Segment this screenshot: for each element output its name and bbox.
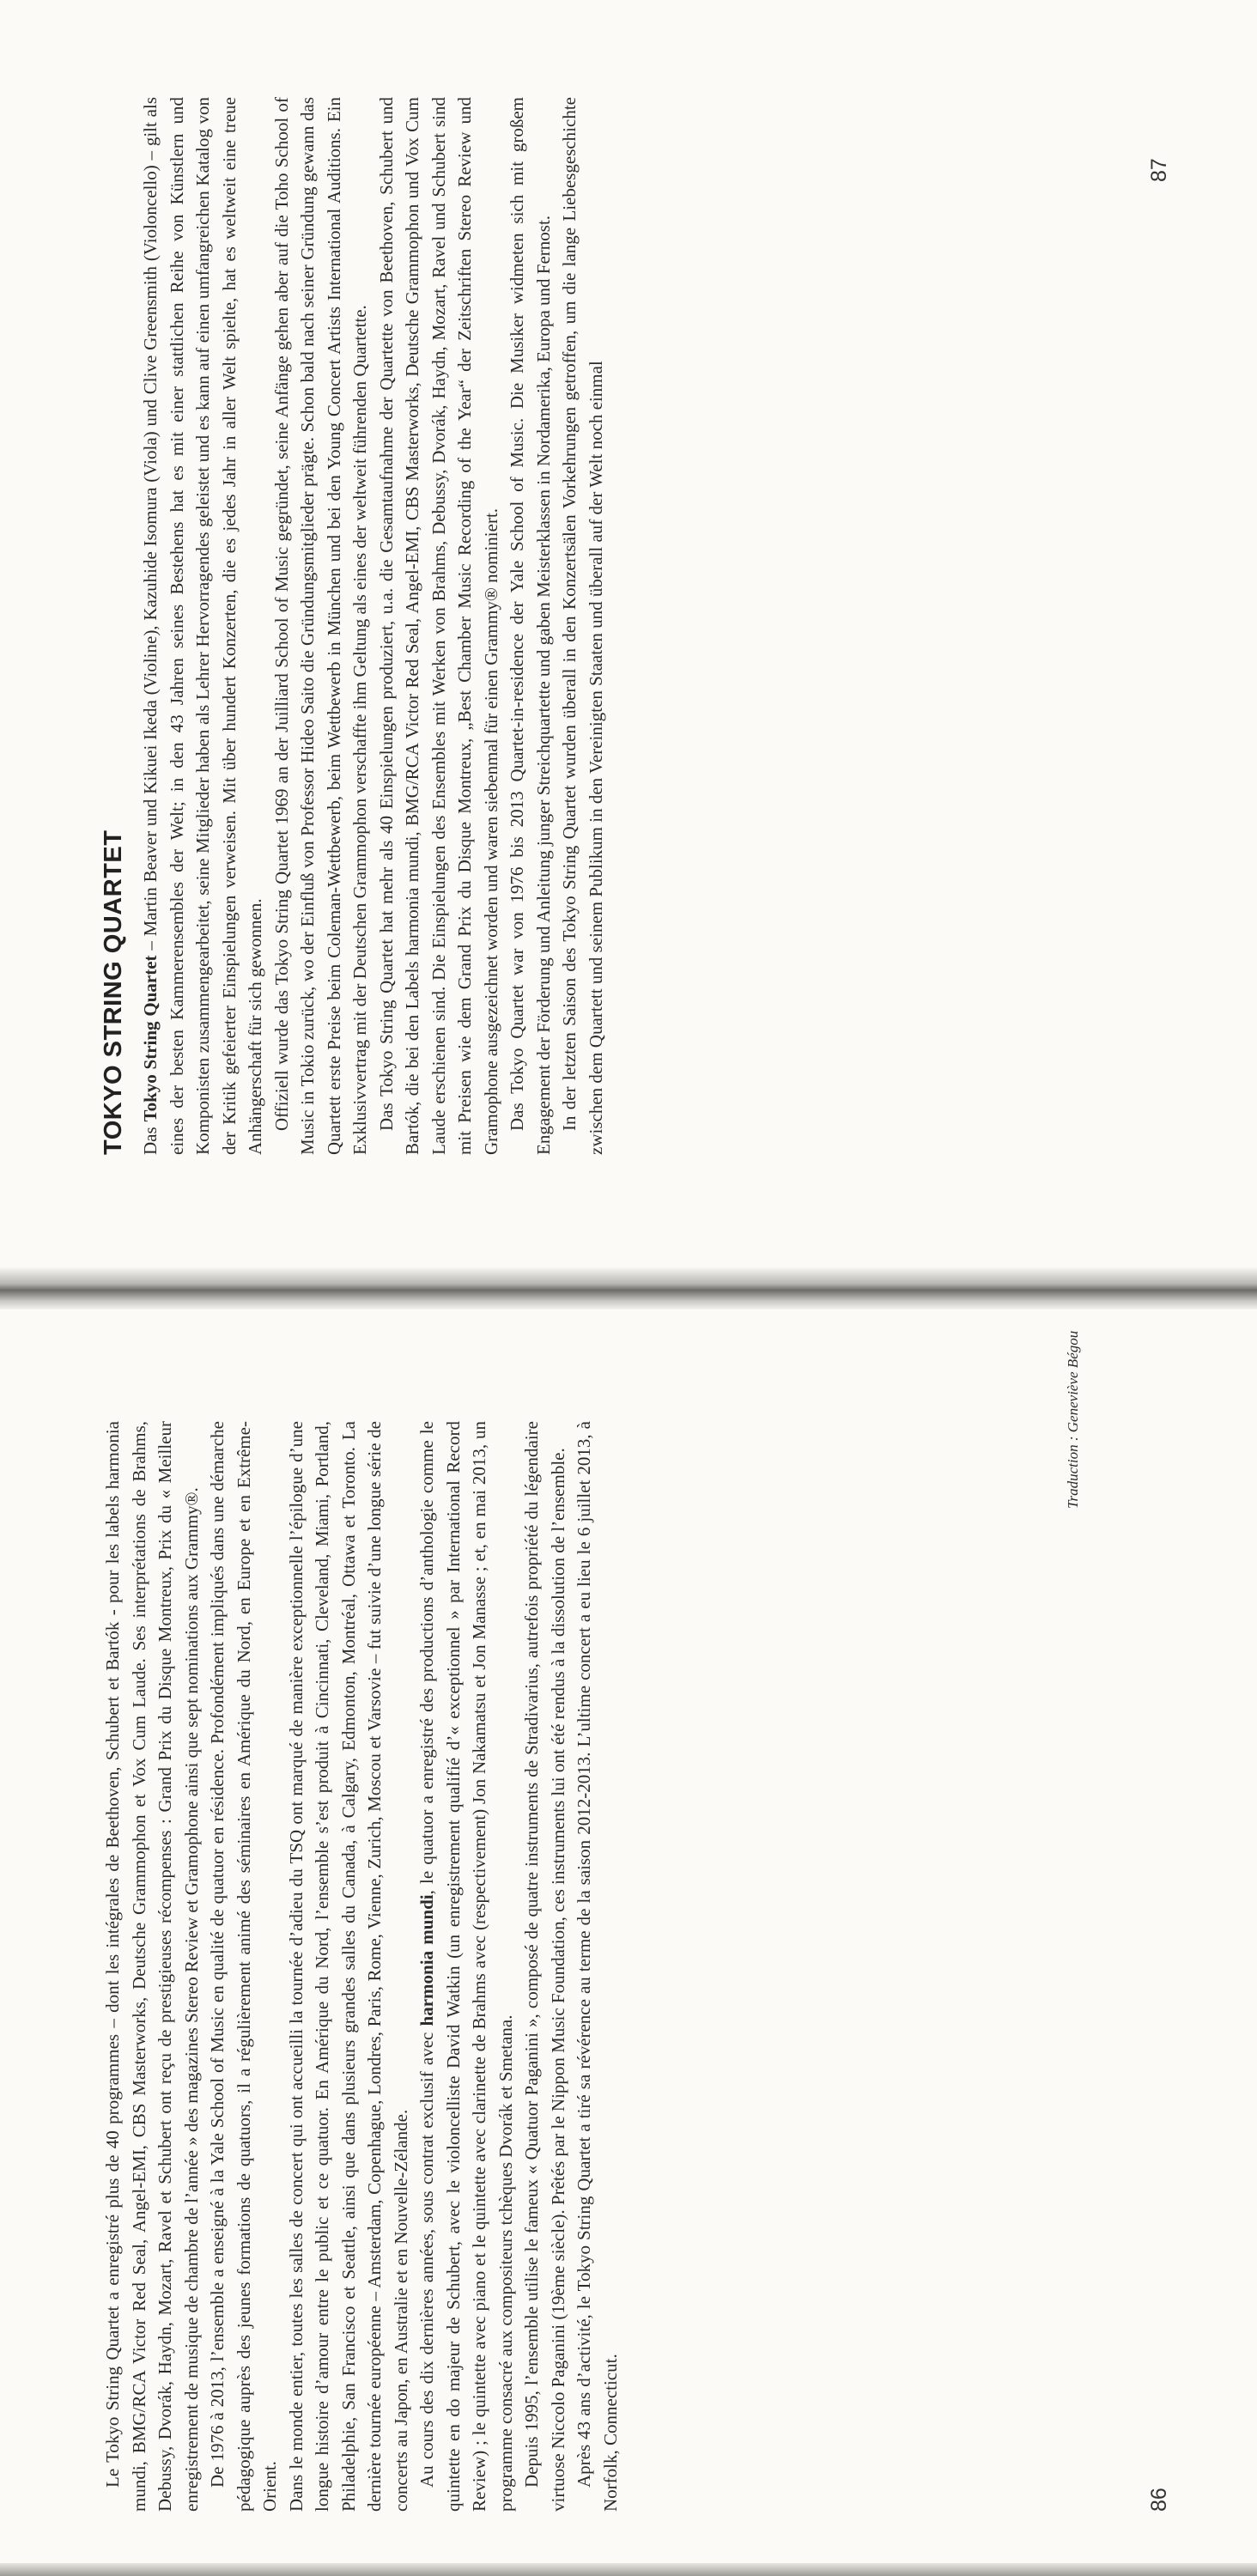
right-page: [0, 0, 1257, 1267]
page-edge: [0, 2563, 1257, 2576]
paragraph-2: De 1976 à 2013, l’ensemble a enseigné à la Yale School of Music en qualité de quatuor en résidence. Profondément impliqués dans une démarche pédagogique auprès des jeunes formations de quatuors, il a régulièrement animé des séminaires en Amérique du Nord, en Europe et en Extrême-Orient.: [207, 1421, 280, 2512]
paragraph-1: Le Tokyo String Quartet a enregistré plus de 40 programmes – dont les intégrales de Beethoven, Schubert et Bartók - pour les labels harmonia mundi, BMG/RCA Victor Red Seal, Angel-EMI, CBS Masterworks, Deutsche Grammophon et Vox Cum Laude. Ses interprétations de Brahms, Debussy, Dvorák, Haydn, Mozart, Ravel et Schubert ont reçu de prestigieuses récompenses : Grand Prix du Disque Montreux, Prix du « Meilleur enregistrement de musique de chambre de l’année » des magazines Stereo Review et Gramophone ainsi que sept nominations aux Grammy®.: [102, 1421, 202, 2512]
paragraph-2: Offiziell wurde das Tokyo String Quartet 1969 an der Juilliard School of Music gegründet, seine Anfänge gehen aber auf die Toho School of Music in Tokio zurück, wo der Einfluß von Professor Hideo Saito die Gründungsmitglieder prägte. Schon bald nach seiner Gründung gewann das Quartett erste Preise beim Coleman-Wettbewerb, beim Wettbewerb in München und bei den Young Concert Artists International Auditions. Ein Exklusivvertrag mit der Deutschen Grammophon verschaffte ihm Geltung als eines der weltweit führenden Quartette.: [270, 97, 370, 1155]
left-page: [0, 1309, 1257, 2576]
section-title: TOKYO STRING QUARTET: [100, 829, 127, 1155]
translator-credit: Traduction : Geneviève Bégou: [1065, 1330, 1081, 1509]
paragraph-4: Au cours des dix dernières années, sous contrat exclusif avec harmonia mundi, le quatuor a enregistré des productions d’anthologie comme le quintette en do majeur de Schubert, avec le violoncelliste David Watkin (un enregistrement qualifié d’« exceptionnel » par International Record Review) ; le quintette avec piano et le quintette avec clarinette de Brahms avec (respectivement) Jon Nakamatsu et Jon Manasse ; et, en mai 2013, un programme consacré aux compositeurs tchèques Dvorák et Smetana.: [416, 1420, 516, 2512]
french-body-text: [100, 1421, 623, 2512]
paragraph-4: Das Tokyo Quartet war von 1976 bis 2013 Quartet-in-residence der Yale School of Music. Die Musiker widmeten sich mit großem Engagement der Förderung und Anleitung junger Streichquartette und gaben Meisterklassen in Nordamerika, Europa und Fernost.: [507, 97, 554, 1155]
german-body-text: [137, 97, 609, 1155]
paragraph-1: Das Tokyo String Quartet – Martin Beaver und Kikuei Ikeda (Violine), Kazuhide Isomura (Viola) und Clive Greensmith (Violoncello) – gilt als eines der besten Kammerensembles der Welt; in den 43 Jahren seines Bestehens hat es mit einer stattlichen Reihe von Künstlern und Komponisten zusammengearbeitet, seine Mitglieder haben als Lehrer Hervorragendes geleistet und es kann auf einen umfangreichen Katalog von der Kritik gefeierter Einspielungen verweisen. Mit über hundert Konzerten, die es jedes Jahr in aller Welt spielte, hat es weltweit eine treue Anhängerschaft für sich gewonnen.: [140, 97, 265, 1155]
paragraph-6: Après 43 ans d’activité, le Tokyo String Quartet a tiré sa révérence au terme de la saison 2012-2013. L’ultime concert a eu lieu le 6 juillet 2013, à Norfolk, Connecticut.: [574, 1421, 621, 2512]
book-gutter: [0, 1267, 1257, 1309]
paragraph-5: In der letzten Saison des Tokyo String Quartet wurden überall in den Konzertsälen Vorkehrungen getroffen, um die lange Liebesgeschichte zwischen dem Quartett und seinem Publikum in den Vereinigten Staaten und überall auf der Welt noch einmal: [559, 97, 606, 1155]
page-number-87: 87: [1147, 158, 1171, 182]
paragraph-3: Dans le monde entier, toutes les salles de concert qui ont accueilli la tournée d’adieu du TSQ ont marqué de manière exceptionnelle l’épilogue d’une longue histoire d’amour entre le public et ce quatuor. En Amérique du Nord, l’ensemble s’est produit à Cincinnati, Cleveland, Miami, Portland, Philadelphie, San Francisco et Seattle, ainsi que dans plusieurs grandes salles du Canada, à Calgary, Edmonton, Montréal, Ottawa et Toronto. La dernière tournée européenne – Amsterdam, Copenhague, Londres, Paris, Rome, Vienne, Zurich, Moscou et Varsovie – fut suivie d’une longue série de concerts au Japon, en Australie et en Nouvelle-Zélande.: [285, 1421, 411, 2512]
page-number-86: 86: [1147, 2488, 1171, 2512]
paragraph-5: Depuis 1995, l’ensemble utilise le fameux « Quatuor Paganini », composé de quatre instruments de Stradivarius, autrefois propriété du légendaire virtuose Niccolo Paganini (19ème siècle). Prêtés par le Nippon Music Foundation, ces instruments lui ont été rendus à la dissolution de l’ensemble.: [521, 1421, 568, 2512]
paragraph-3: Das Tokyo String Quartet hat mehr als 40 Einspielungen produziert, u.a. die Gesamtaufnahme der Quartette von Beethoven, Schubert und Bartók, die bei den Labels harmonia mundi, BMG/RCA Victor Red Seal, Angel-EMI, CBS Masterworks, Deutsche Grammophon und Vox Cum Laude erschienen sind. Die Einspielungen des Ensembles mit Werken von Brahms, Debussy, Dvorák, Haydn, Mozart, Ravel und Schubert sind mit Preisen wie dem Grand Prix du Disque Montreux, „Best Chamber Music Recording of the Year“ der Zeitschriften Stereo Review und Gramophone ausgezeichnet worden und waren siebenmal für einen Grammy® nominiert.: [375, 97, 501, 1155]
